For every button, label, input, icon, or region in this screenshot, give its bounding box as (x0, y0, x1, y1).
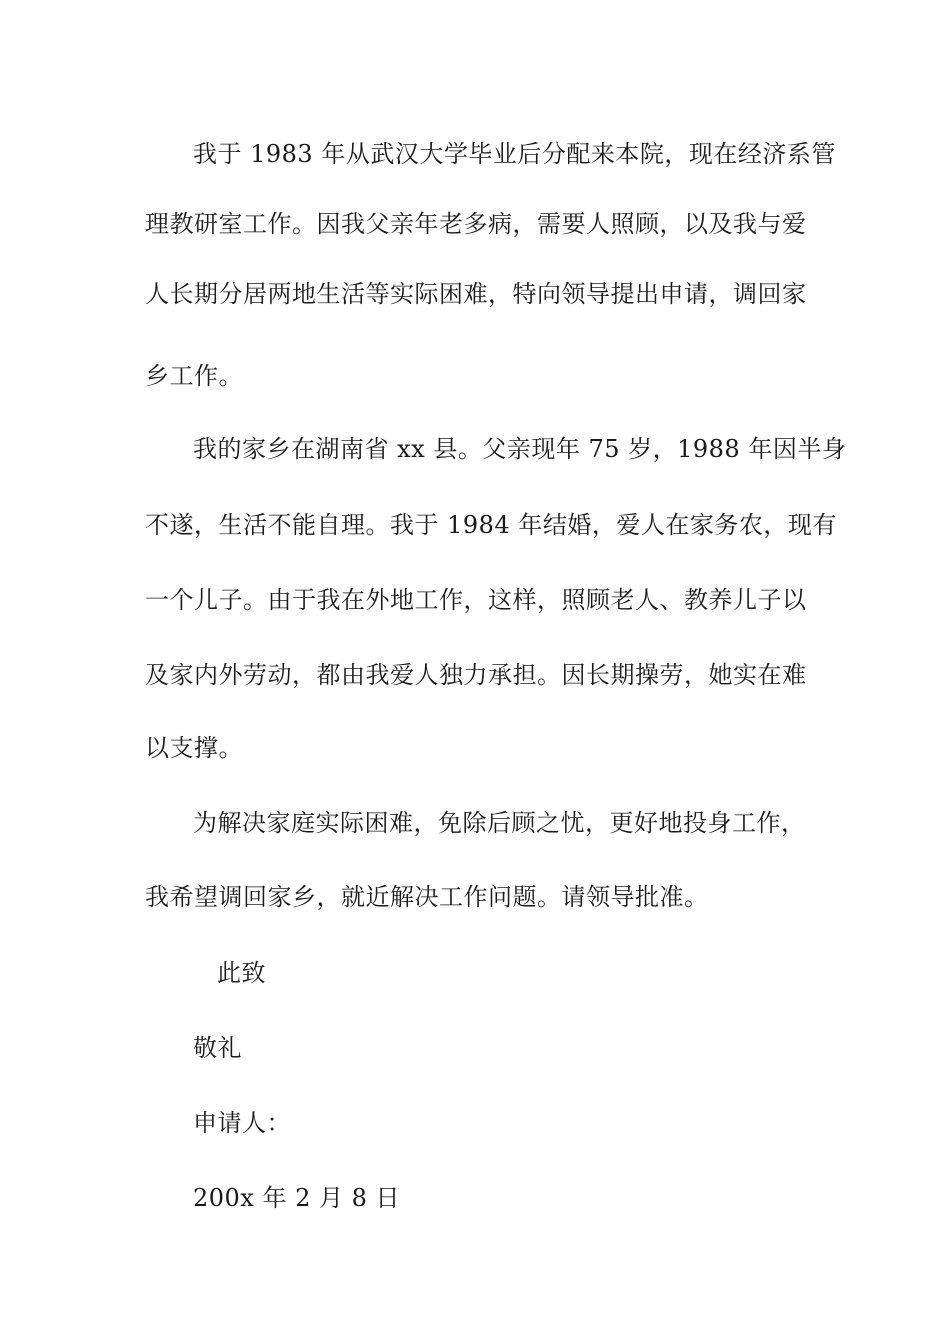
salutation: 敬礼 (193, 1034, 242, 1062)
paragraph-2-line-5: 以支撑。 (145, 734, 243, 762)
paragraph-2-line-3: 一个儿子。由于我在外地工作，这样，照顾老人、教养儿子以 (145, 586, 807, 614)
paragraph-3-line-1: 为解决家庭实际困难，免除后顾之忧，更好地投身工作， (193, 809, 806, 837)
paragraph-1-line-1: 我于 1983 年从武汉大学毕业后分配来本院，现在经济系管 (193, 140, 836, 168)
paragraph-2-line-1: 我的家乡在湖南省 xx 县。父亲现年 75 岁，1988 年因半身 (193, 435, 847, 463)
paragraph-2-line-4: 及家内外劳动，都由我爱人独力承担。因长期操劳，她实在难 (145, 661, 807, 689)
applicant-label: 申请人： (193, 1109, 291, 1137)
paragraph-1-line-3: 人长期分居两地生活等实际困难，特向领导提出申请，调回家 (145, 280, 807, 308)
paragraph-2-line-2: 不遂，生活不能自理。我于 1984 年结婚，爱人在家务农，现有 (145, 511, 837, 539)
closing-phrase: 此致 (217, 959, 266, 987)
paragraph-1-line-2: 理教研室工作。因我父亲年老多病，需要人照顾，以及我与爱 (145, 210, 807, 238)
letter-date: 200x 年 2 月 8 日 (193, 1184, 401, 1212)
paragraph-3-line-2: 我希望调回家乡，就近解决工作问题。请领导批准。 (145, 883, 709, 911)
paragraph-1-line-4: 乡工作。 (145, 362, 243, 390)
